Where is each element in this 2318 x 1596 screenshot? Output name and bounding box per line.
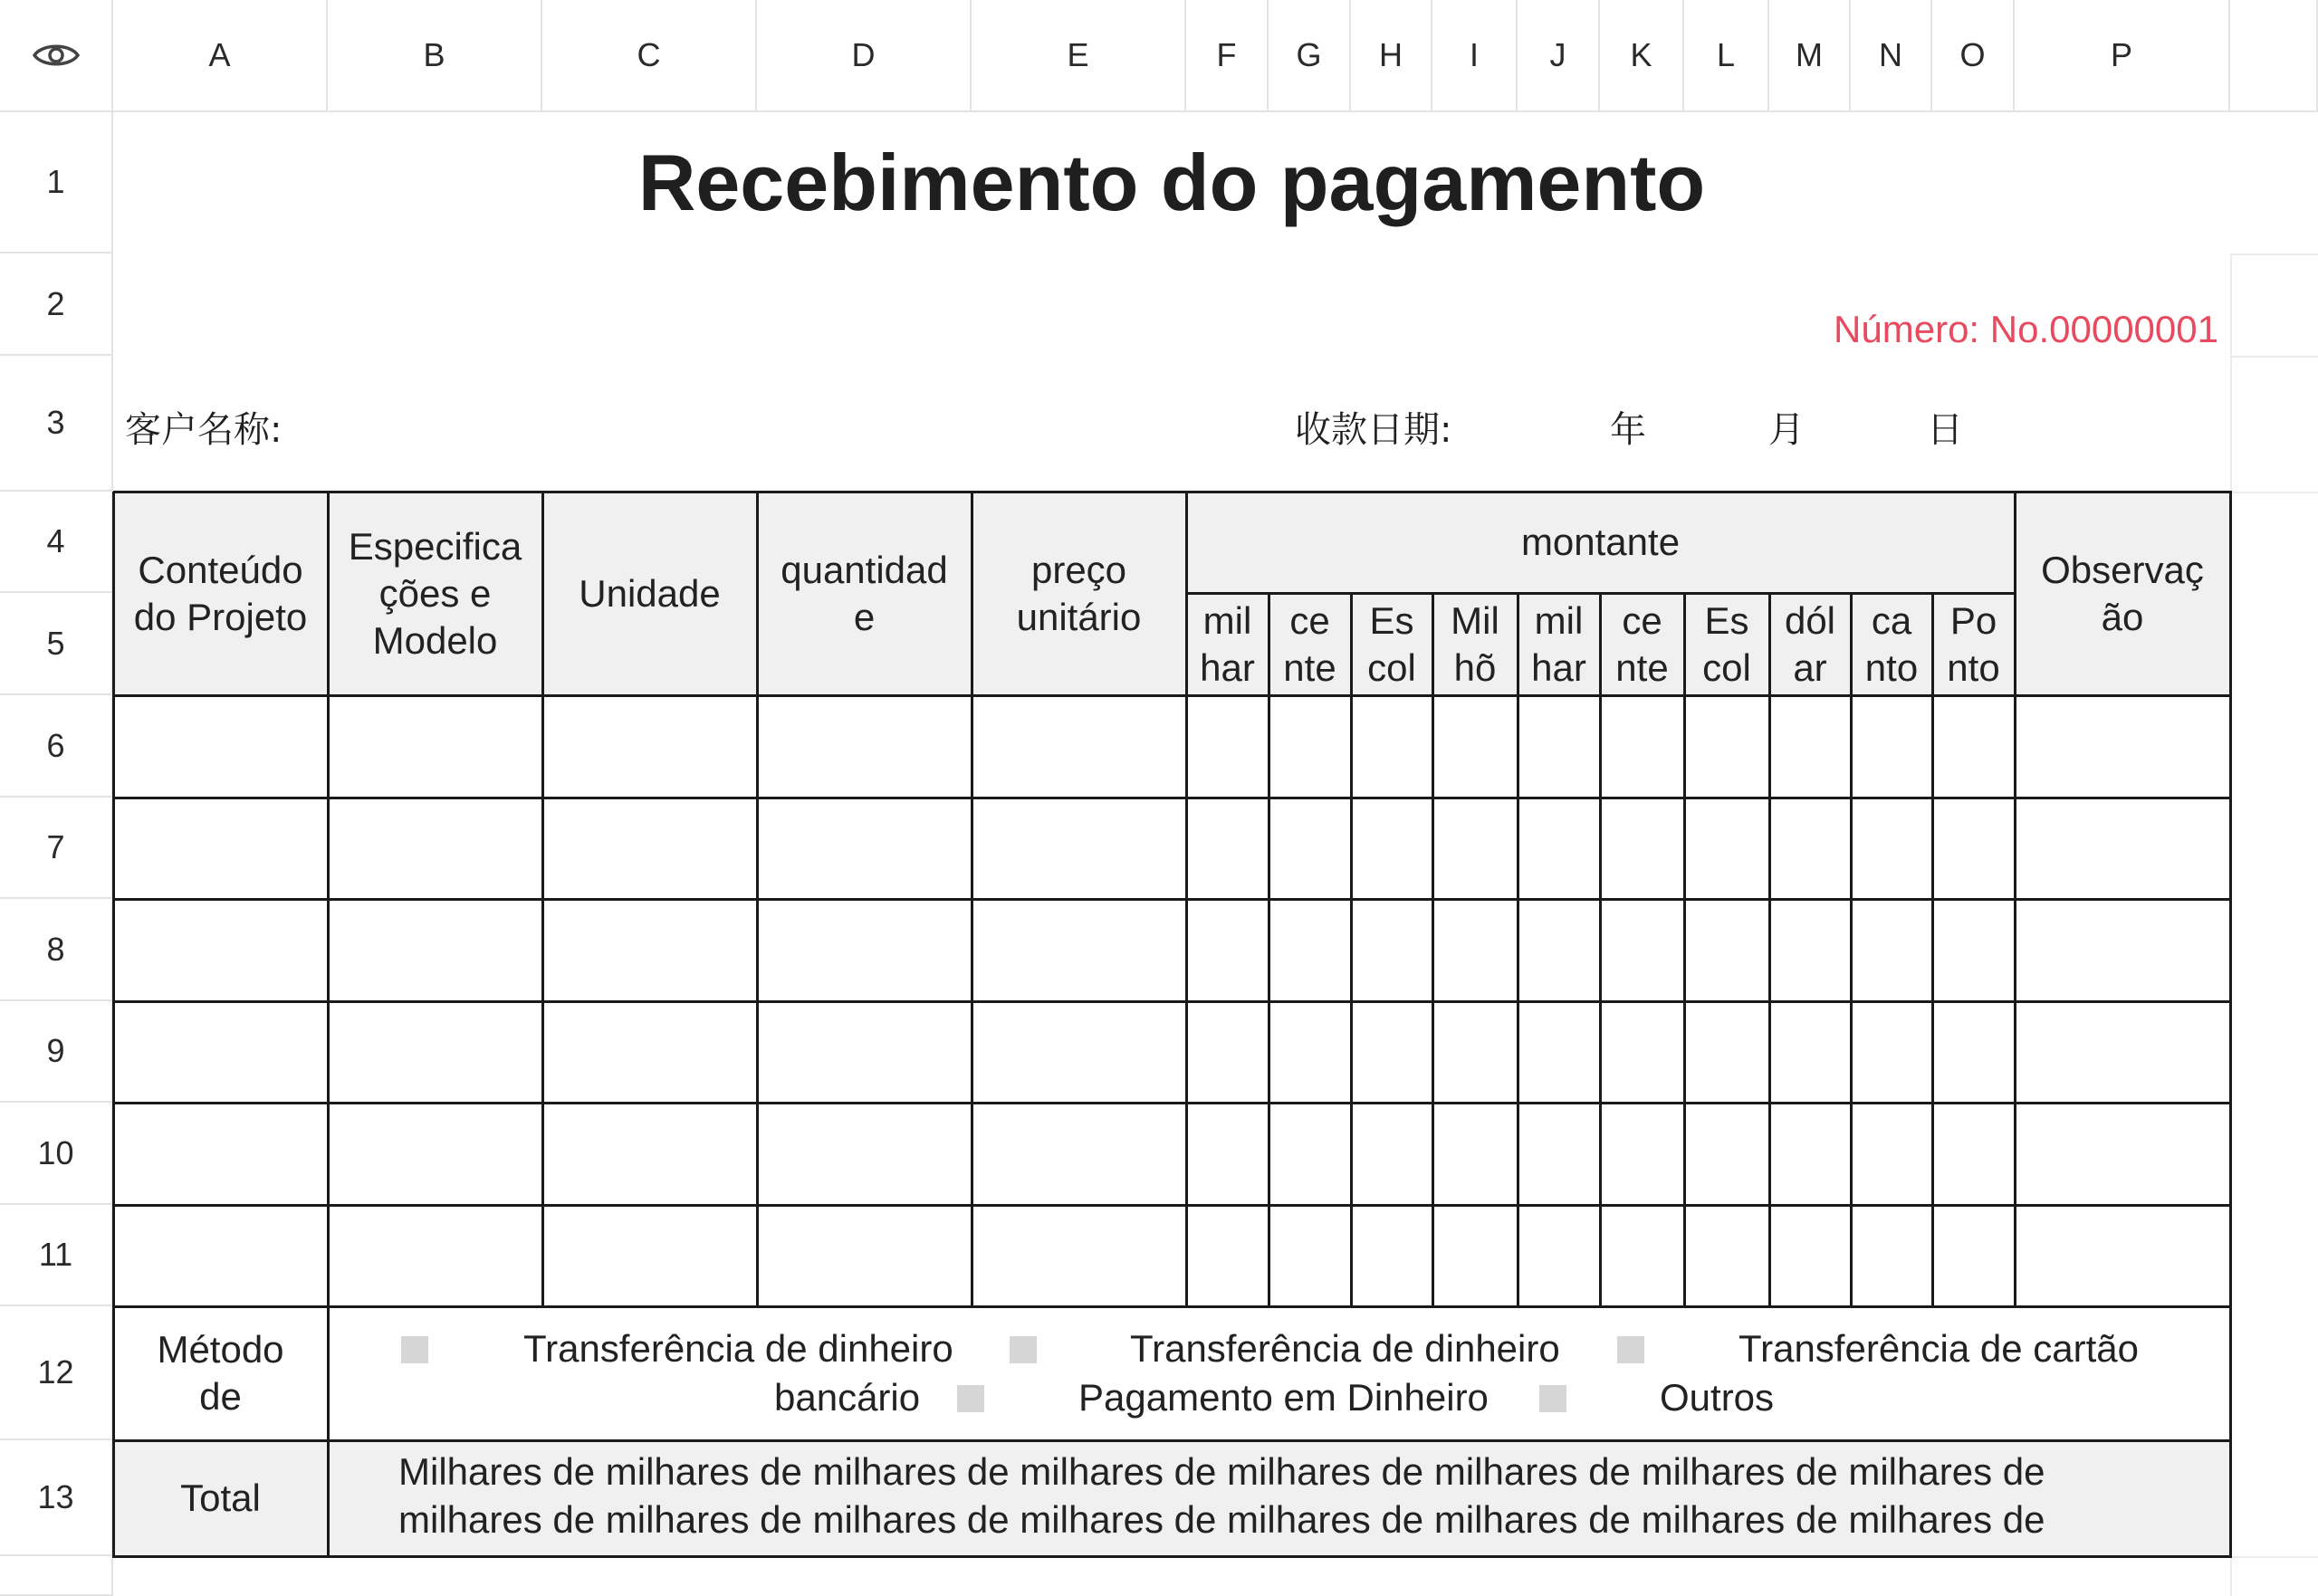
row-header-6[interactable]: 6 <box>0 695 113 798</box>
option-bank-transfer-line1: Transferência de dinheiro <box>523 1327 953 1370</box>
total-amount-text-line1[interactable]: Milhares de milhares de milhares de milhares de milhares de milhares de milhares de milhares de <box>398 1450 2045 1493</box>
option-card-transfer: Transferência de cartão <box>1738 1327 2140 1370</box>
table-border <box>971 492 973 1306</box>
header-quantity[interactable]: quantidad e <box>781 548 948 638</box>
amount-subheader-5[interactable]: ce nte <box>1615 598 1669 689</box>
header-project-content[interactable]: Conteúdo do Projeto <box>133 548 308 638</box>
table-border <box>113 1000 2232 1003</box>
row-header-9[interactable]: 9 <box>0 1001 113 1103</box>
row-header-4[interactable]: 4 <box>0 492 113 593</box>
row-header-5[interactable]: 5 <box>0 593 113 695</box>
header-unit-price[interactable]: preço unitário <box>1016 548 1142 638</box>
column-header-f[interactable]: F <box>1186 0 1269 112</box>
table-border <box>113 797 2232 799</box>
column-header-empty <box>2230 0 2318 112</box>
column-header-e[interactable]: E <box>972 0 1186 112</box>
amount-subheader-9[interactable]: Po nto <box>1947 598 2000 689</box>
column-header-m[interactable]: M <box>1769 0 1851 112</box>
column-header-k[interactable]: K <box>1600 0 1684 112</box>
column-header-d[interactable]: D <box>757 0 972 112</box>
row-header-8[interactable]: 8 <box>0 899 113 1001</box>
table-border <box>1768 593 1771 1306</box>
header-specifications[interactable]: Especifica ções e Modelo <box>348 524 522 662</box>
document-title: Recebimento do pagamento <box>637 138 1706 227</box>
table-border <box>113 1439 2232 1442</box>
column-header-o[interactable]: O <box>1932 0 2015 112</box>
column-header-i[interactable]: I <box>1432 0 1518 112</box>
table-border <box>1517 593 1519 1306</box>
column-header-c[interactable]: C <box>542 0 757 112</box>
amount-subheader-6[interactable]: Es col <box>1702 598 1751 689</box>
date-day-label: 日 <box>1927 409 1963 451</box>
total-amount-text-line2[interactable]: milhares de milhares de milhares de milhares de milhares de milhares de milhares de milhares de <box>398 1498 2045 1541</box>
table-border <box>1599 593 1602 1306</box>
row-header-1[interactable]: 1 <box>0 112 113 253</box>
date-month-label: 月 <box>1768 409 1805 451</box>
checkbox-cash[interactable] <box>957 1385 984 1412</box>
total-label[interactable]: Total <box>180 1477 261 1519</box>
customer-name-label: 客户名称: <box>125 409 283 451</box>
checkbox-card-transfer[interactable] <box>1617 1336 1644 1363</box>
visibility-toggle[interactable] <box>0 0 113 112</box>
payment-method-label[interactable]: Método de <box>157 1328 284 1418</box>
amount-subheader-7[interactable]: dól ar <box>1784 598 1836 689</box>
row-header-12[interactable]: 12 <box>0 1306 113 1440</box>
row-header-11[interactable]: 11 <box>0 1205 113 1306</box>
column-header-b[interactable]: B <box>328 0 542 112</box>
table-border <box>113 1555 2232 1558</box>
table-border <box>2014 492 2016 1306</box>
checkbox-bank-transfer[interactable] <box>401 1336 428 1363</box>
amount-subheader-1[interactable]: ce nte <box>1283 598 1336 689</box>
amount-subheader-3[interactable]: Mil hõ <box>1451 598 1499 689</box>
option-cash: Pagamento em Dinheiro <box>1078 1376 1489 1419</box>
amount-subheader-8[interactable]: ca nto <box>1864 598 1919 689</box>
option-other: Outros <box>1660 1376 1775 1419</box>
table-border <box>1931 593 1934 1306</box>
eye-icon <box>32 40 81 71</box>
table-border <box>1185 492 1188 1306</box>
receipt-number: Número: No.00000001 <box>1834 308 2218 350</box>
table-border <box>113 694 2232 697</box>
amount-subheader-0[interactable]: mil har <box>1200 598 1255 689</box>
payment-date-label: 收款日期: <box>1295 409 1452 451</box>
amount-subheader-2[interactable]: Es col <box>1367 598 1416 689</box>
table-border <box>1683 593 1686 1306</box>
column-header-h[interactable]: H <box>1351 0 1432 112</box>
column-header-n[interactable]: N <box>1851 0 1932 112</box>
row-header-2[interactable]: 2 <box>0 253 113 356</box>
header-observation[interactable]: Observaç ão <box>2041 548 2204 638</box>
column-header-a[interactable]: A <box>113 0 328 112</box>
header-amount[interactable]: montante <box>1520 521 1681 563</box>
row-header-13[interactable]: 13 <box>0 1440 113 1556</box>
checkbox-other[interactable] <box>1539 1385 1566 1412</box>
row-header-7[interactable]: 7 <box>0 798 113 899</box>
gridline <box>2230 492 2318 493</box>
option-money-transfer: Transferência de dinheiro <box>1130 1327 1560 1370</box>
table-border <box>113 1204 2232 1207</box>
date-year-label: 年 <box>1610 409 1646 451</box>
checkbox-money-transfer[interactable] <box>1010 1336 1037 1363</box>
table-border <box>112 492 115 1558</box>
table-border <box>1268 593 1270 1306</box>
row-header-empty <box>0 1556 113 1596</box>
table-border <box>113 491 2232 493</box>
table-border <box>113 898 2232 901</box>
gridline <box>2230 253 2318 255</box>
row-header-3[interactable]: 3 <box>0 356 113 492</box>
column-header-g[interactable]: G <box>1269 0 1351 112</box>
table-border <box>541 492 544 1306</box>
column-header-p[interactable]: P <box>2015 0 2230 112</box>
row-header-10[interactable]: 10 <box>0 1103 113 1205</box>
option-bank-transfer-line2: bancário <box>774 1376 921 1419</box>
table-border <box>1350 593 1353 1306</box>
table-border <box>2229 492 2232 1558</box>
amount-subheader-4[interactable]: mil har <box>1531 598 1586 689</box>
column-header-j[interactable]: J <box>1518 0 1600 112</box>
header-unit[interactable]: Unidade <box>579 571 721 615</box>
table-border <box>113 1102 2232 1104</box>
table-border <box>756 492 759 1306</box>
column-header-l[interactable]: L <box>1684 0 1769 112</box>
table-border <box>113 1305 2232 1308</box>
gridline <box>2230 356 2318 358</box>
table-border <box>1432 593 1434 1306</box>
table-border <box>1850 593 1853 1306</box>
table-border <box>327 492 330 1558</box>
